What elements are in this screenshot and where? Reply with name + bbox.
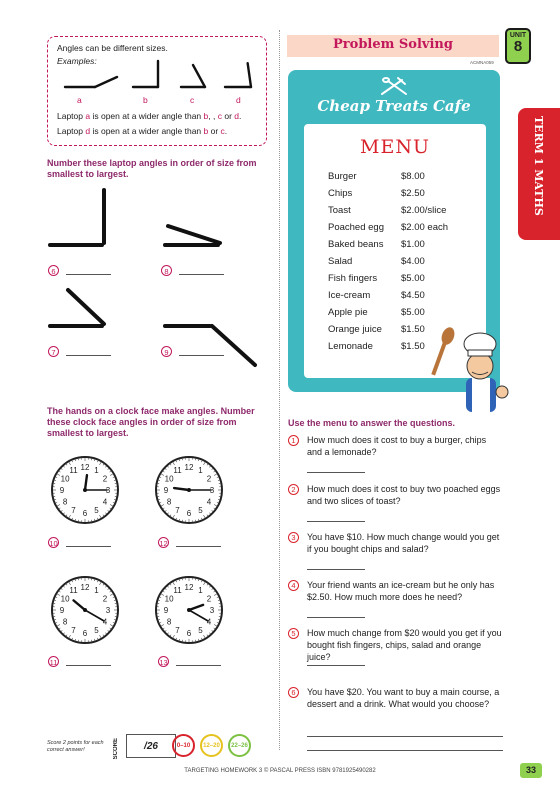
menu-item-name: Chips xyxy=(328,188,353,199)
example-letter-b: b xyxy=(143,95,148,105)
answer-number-11: 11 xyxy=(49,658,58,667)
menu-item-price: $5.00 xyxy=(401,273,425,284)
menu-item-price: $2.50 xyxy=(401,188,425,199)
answer-line-11[interactable] xyxy=(66,665,111,666)
clock-digit: 10 xyxy=(60,474,70,484)
clock-digit: 8 xyxy=(166,617,172,627)
menu-item-price: $4.50 xyxy=(401,290,425,301)
clock-digit: 10 xyxy=(60,594,70,604)
question-text: You have $10. How much change would you get if you bought chips and salad? xyxy=(307,532,500,554)
clock-digit: 2 xyxy=(102,474,108,484)
clock-11 xyxy=(48,573,122,652)
answer-line-9[interactable] xyxy=(179,355,224,356)
clock-face-icon xyxy=(48,453,122,527)
clock-digit: 2 xyxy=(206,474,212,484)
score-band-2: 12–20 xyxy=(200,734,223,757)
answer-number-7: 7 xyxy=(48,346,59,357)
clock-digit: 6 xyxy=(186,629,192,638)
answer-number-6: 6 xyxy=(48,265,59,276)
question-number: 4 xyxy=(288,580,299,591)
clock-digit: 12 xyxy=(184,583,194,592)
intro-text: Angles can be different sizes. xyxy=(57,43,168,53)
clock-digit: 12 xyxy=(184,463,194,472)
menu-item-name: Toast xyxy=(328,205,351,216)
menu-item-price: $1.00 xyxy=(401,239,425,250)
answer-line[interactable] xyxy=(307,665,365,666)
answer-line-13[interactable] xyxy=(176,665,221,666)
laptop-heading: Number these laptop angles in order of size from smallest to largest. xyxy=(47,158,257,179)
question-number: 1 xyxy=(288,435,299,446)
clock-digit: 3 xyxy=(105,606,111,615)
fork-spoon-icon xyxy=(378,76,410,96)
menu-title: MENU xyxy=(360,136,430,158)
score-note: Score 2 points for each correct answer! xyxy=(47,740,104,753)
question-number: 3 xyxy=(288,532,299,543)
chef-illustration-icon xyxy=(430,326,510,414)
question-number: 2 xyxy=(288,484,299,495)
menu-item-name: Apple pie xyxy=(328,307,368,318)
answer-line-12[interactable] xyxy=(176,546,221,547)
term-tab-label: TERM 1 MATHS xyxy=(532,116,545,216)
answer-line[interactable] xyxy=(307,569,365,570)
clock-digit: 10 xyxy=(164,594,174,604)
menu-item-price: $5.00 xyxy=(401,307,425,318)
clock-digit: 11 xyxy=(173,586,182,596)
menu-item-name: Orange juice xyxy=(328,324,382,335)
score-box[interactable]: /26 xyxy=(126,734,176,758)
question-text: How much does it cost to buy two poached eggs and two slices of toast? xyxy=(307,484,501,506)
menu-item-name: Lemonade xyxy=(328,341,373,352)
clock-digit: 10 xyxy=(164,474,174,484)
clock-digit: 8 xyxy=(166,497,172,507)
menu-item-name: Burger xyxy=(328,171,357,182)
clock-digit: 12 xyxy=(80,463,90,472)
example-letter-a: a xyxy=(77,95,82,105)
unit-label: UNIT xyxy=(509,32,527,39)
menu-item-price: $2.00 each xyxy=(401,222,449,233)
menu-item xyxy=(328,188,488,202)
menu-item xyxy=(328,171,488,185)
example-note-1: Laptop a is open at a wider angle than b, , c or d. xyxy=(57,111,242,121)
clock-digit: 12 xyxy=(80,583,90,592)
menu-item-name: Baked beans xyxy=(328,239,384,250)
menu-item xyxy=(328,256,488,270)
term-tab xyxy=(518,108,560,240)
example-note-2: Laptop d is open at a wider angle than b or c. xyxy=(57,126,228,136)
clock-digit: 1 xyxy=(94,586,99,596)
unit-number: 8 xyxy=(513,38,523,55)
answer-line-7[interactable] xyxy=(66,355,111,356)
clock-digit: 1 xyxy=(198,466,203,476)
clock-digit: 7 xyxy=(175,505,180,515)
clock-digit: 1 xyxy=(94,466,99,476)
clock-digit: 7 xyxy=(71,625,76,635)
clock-digit: 5 xyxy=(94,505,99,515)
menu-item xyxy=(328,239,488,253)
clock-digit: 6 xyxy=(82,509,88,518)
clock-digit: 4 xyxy=(102,617,108,627)
clock-digit: 5 xyxy=(94,625,99,635)
clock-face-icon xyxy=(152,573,226,647)
clock-digit: 9 xyxy=(163,606,169,615)
clock-digit: 3 xyxy=(105,486,111,495)
example-letter-d: d xyxy=(236,95,241,105)
clock-heading: The hands on a clock face make angles. Number these clock face angles in order of size from smallest to largest. xyxy=(47,406,255,438)
answer-number-10: 10 xyxy=(49,539,58,548)
clock-digit: 9 xyxy=(59,486,65,495)
question-number: 5 xyxy=(288,628,299,639)
clock-digit: 3 xyxy=(209,486,215,495)
column-divider xyxy=(279,30,280,750)
menu-item xyxy=(328,222,488,236)
menu-item-price: $1.50 xyxy=(401,324,425,335)
clock-digit: 4 xyxy=(102,497,108,507)
menu-item xyxy=(328,273,488,287)
clock-digit: 11 xyxy=(69,586,78,596)
examples-label: Examples: xyxy=(57,56,97,66)
answer-line[interactable] xyxy=(307,750,503,751)
answer-number-13: 13 xyxy=(159,658,168,667)
menu-item-price: $2.00/slice xyxy=(401,205,447,216)
clock-12 xyxy=(152,453,226,532)
clock-digit: 4 xyxy=(206,617,212,627)
answer-number-8: 8 xyxy=(161,265,172,276)
clock-digit: 6 xyxy=(82,629,88,638)
clock-digit: 8 xyxy=(62,617,68,627)
answer-line[interactable] xyxy=(307,472,365,473)
clock-digit: 4 xyxy=(206,497,212,507)
clock-digit: 2 xyxy=(206,594,212,604)
answer-number-12: 12 xyxy=(159,539,168,548)
question-text: You have $20. You want to buy a main course, a dessert and a drink. What would you choose? xyxy=(307,687,500,709)
question-text: How much does it cost to buy a burger, chips and a lemonade? xyxy=(307,435,487,457)
clock-digit: 9 xyxy=(163,486,169,495)
clock-digit: 11 xyxy=(173,466,182,476)
question-number: 6 xyxy=(288,687,299,698)
unit-badge xyxy=(505,28,531,64)
menu-item xyxy=(328,205,488,219)
example-laptops xyxy=(55,55,265,97)
clock-digit: 5 xyxy=(198,505,203,515)
answer-line[interactable] xyxy=(307,617,365,618)
clock-digit: 2 xyxy=(102,594,108,604)
cafe-name: Cheap Treats Cafe xyxy=(317,97,471,115)
answer-line-10[interactable] xyxy=(66,546,111,547)
menu-item-name: Fish fingers xyxy=(328,273,378,284)
score-label: SCORE xyxy=(113,738,119,760)
question-text: Your friend wants an ice-cream but he only has $2.50. How much more does he need? xyxy=(307,580,495,602)
clock-digit: 8 xyxy=(62,497,68,507)
footer-text: TARGETING HOMEWORK 3 © PASCAL PRESS ISBN 9781925490282 xyxy=(184,768,376,774)
problem-solving-title: Problem Solving xyxy=(333,37,453,52)
menu-item-price: $4.00 xyxy=(401,256,425,267)
page-number: 33 xyxy=(520,763,542,778)
laptop-figures xyxy=(40,180,270,370)
example-letter-c: c xyxy=(190,95,195,105)
answer-line[interactable] xyxy=(307,521,365,522)
menu-item xyxy=(328,290,488,304)
clock-digit: 7 xyxy=(71,505,76,515)
clock-digit: 11 xyxy=(69,466,78,476)
menu-item-name: Ice-cream xyxy=(328,290,371,301)
clock-13 xyxy=(152,573,226,652)
score-band-3: 22–26 xyxy=(228,734,251,757)
clock-digit: 5 xyxy=(198,625,203,635)
menu-item-name: Poached egg xyxy=(328,222,384,233)
answer-line[interactable] xyxy=(307,736,503,737)
clock-face-icon xyxy=(152,453,226,527)
clock-10 xyxy=(48,453,122,532)
menu-item-name: Salad xyxy=(328,256,353,267)
clock-digit: 1 xyxy=(198,586,203,596)
curriculum-code: ACMNA059 xyxy=(470,60,494,65)
menu-item-price: $8.00 xyxy=(401,171,425,182)
question-text: How much change from $20 would you get if you bought fish fingers, chips, salad and orange juice? xyxy=(307,628,502,662)
answer-number-9: 9 xyxy=(161,346,172,357)
score-band-1: 0–10 xyxy=(172,734,195,757)
answer-line-6[interactable] xyxy=(66,274,111,275)
clock-digit: 9 xyxy=(59,606,65,615)
clock-face-icon xyxy=(48,573,122,647)
answer-line-8[interactable] xyxy=(179,274,224,275)
clock-digit: 3 xyxy=(209,606,215,615)
clock-digit: 7 xyxy=(175,625,180,635)
menu-item-price: $1.50 xyxy=(401,341,425,352)
questions-heading: Use the menu to answer the questions. xyxy=(288,418,456,428)
clock-digit: 6 xyxy=(186,509,192,518)
menu-item xyxy=(328,307,488,321)
